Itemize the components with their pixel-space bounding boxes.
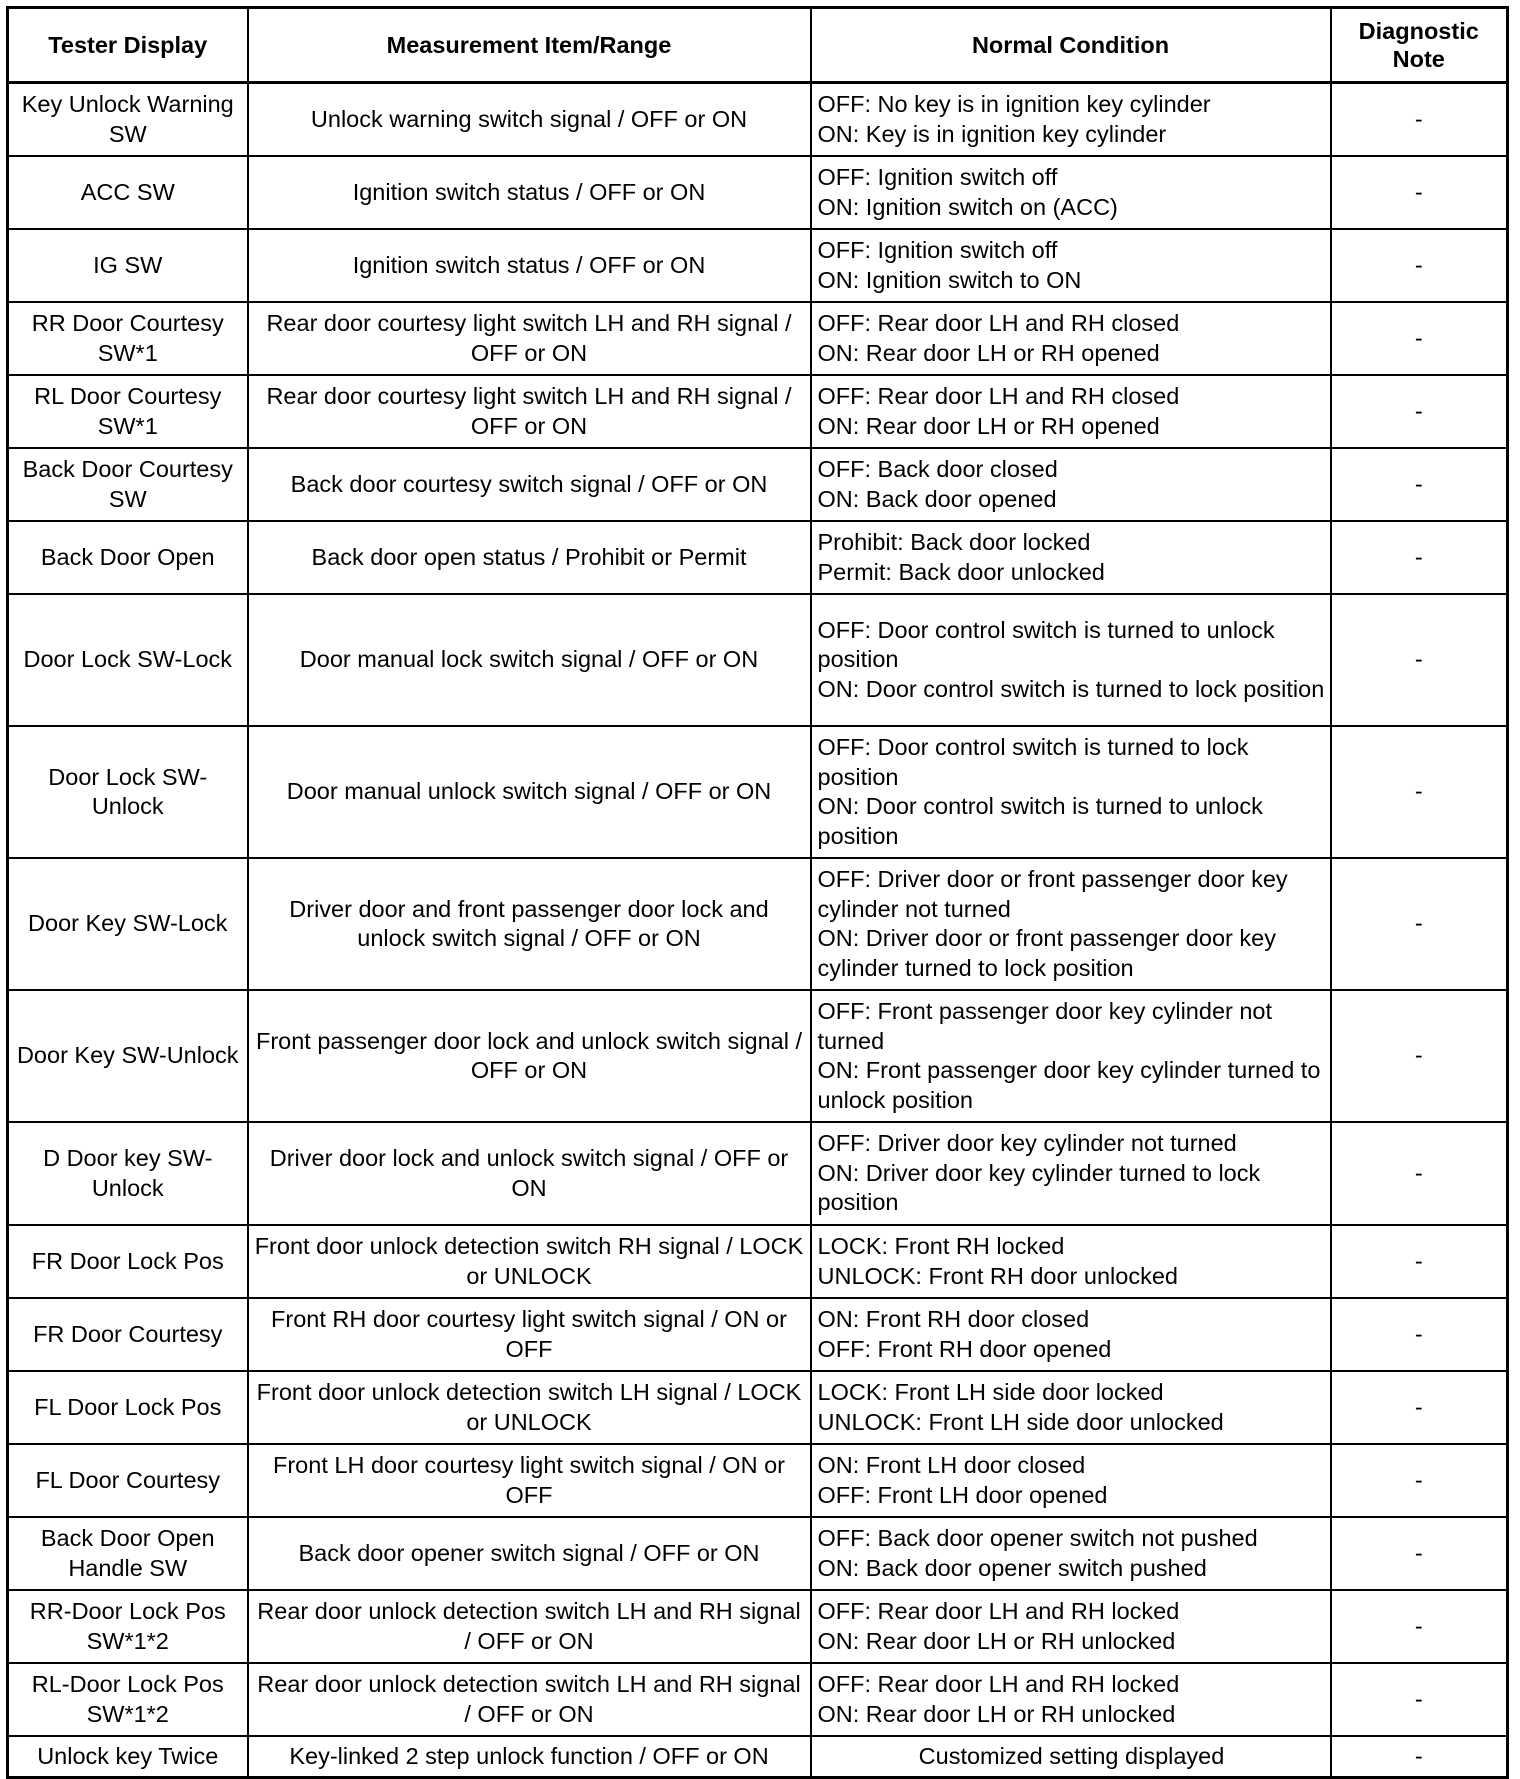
table-row [8, 156, 1508, 229]
table-row [8, 594, 1508, 726]
tester-display-cell: RR Door Courtesy SW*1 [8, 302, 248, 375]
normal-condition-cell: OFF: Back door closed ON: Back door opened [811, 448, 1331, 521]
tester-display-cell: Back Door Open Handle SW [8, 1517, 248, 1590]
measurement-cell: Back door open status / Prohibit or Permit [248, 521, 811, 594]
normal-condition-cell: OFF: Door control switch is turned to lock position ON: Door control switch is turned to unlock position [811, 726, 1331, 858]
header-measurement-item: Measurement Item/Range [248, 8, 811, 83]
normal-condition-cell: OFF: Rear door LH and RH closed ON: Rear door LH or RH opened [811, 302, 1331, 375]
normal-condition-cell: OFF: Back door opener switch not pushed ON: Back door opener switch pushed [811, 1517, 1331, 1590]
measurement-cell: Back door opener switch signal / OFF or ON [248, 1517, 811, 1590]
table-row [8, 1298, 1508, 1371]
tester-display-cell: Door Key SW-Unlock [8, 990, 248, 1122]
measurement-cell: Door manual lock switch signal / OFF or ON [248, 594, 811, 726]
measurement-cell: Front RH door courtesy light switch signal / ON or OFF [248, 1298, 811, 1371]
tester-display-cell: Back Door Courtesy SW [8, 448, 248, 521]
tester-display-cell: FL Door Lock Pos [8, 1371, 248, 1444]
table-row [8, 229, 1508, 302]
tester-display-cell: RL Door Courtesy SW*1 [8, 375, 248, 448]
header-normal-condition: Normal Condition [811, 8, 1331, 83]
diagnostic-note-cell: - [1331, 1517, 1508, 1590]
table-row [8, 990, 1508, 1122]
diagnostic-note-cell: - [1331, 1225, 1508, 1298]
header-diagnostic-note: Diagnostic Note [1331, 8, 1508, 83]
normal-condition-cell: ON: Front LH door closed OFF: Front LH door opened [811, 1444, 1331, 1517]
normal-condition-cell: OFF: Driver door key cylinder not turned ON: Driver door key cylinder turned to lock position [811, 1122, 1331, 1225]
table-row [8, 1517, 1508, 1590]
measurement-cell: Front door unlock detection switch LH signal / LOCK or UNLOCK [248, 1371, 811, 1444]
diagnostic-note-cell: - [1331, 302, 1508, 375]
table-row [8, 302, 1508, 375]
tester-display-cell: Door Lock SW-Lock [8, 594, 248, 726]
table-row [8, 448, 1508, 521]
normal-condition-cell: LOCK: Front LH side door locked UNLOCK: Front LH side door unlocked [811, 1371, 1331, 1444]
diagnostic-note-cell: - [1331, 1444, 1508, 1517]
normal-condition-cell: OFF: No key is in ignition key cylinder ON: Key is in ignition key cylinder [811, 83, 1331, 157]
normal-condition-cell: Prohibit: Back door locked Permit: Back door unlocked [811, 521, 1331, 594]
normal-condition-cell: OFF: Ignition switch off ON: Ignition switch to ON [811, 229, 1331, 302]
measurement-cell: Rear door unlock detection switch LH and RH signal / OFF or ON [248, 1590, 811, 1663]
normal-condition-cell: OFF: Front passenger door key cylinder not turned ON: Front passenger door key cylinder turned to unlock position [811, 990, 1331, 1122]
diagnostic-note-cell: - [1331, 726, 1508, 858]
diagnostic-note-cell: - [1331, 1736, 1508, 1778]
diagnostic-note-cell: - [1331, 156, 1508, 229]
tester-display-cell: Door Key SW-Lock [8, 858, 248, 990]
table-row [8, 375, 1508, 448]
normal-condition-cell: OFF: Ignition switch off ON: Ignition switch on (ACC) [811, 156, 1331, 229]
diagnostic-note-cell: - [1331, 1298, 1508, 1371]
measurement-cell: Driver door lock and unlock switch signal / OFF or ON [248, 1122, 811, 1225]
tester-display-cell: Key Unlock Warning SW [8, 83, 248, 157]
normal-condition-cell: LOCK: Front RH locked UNLOCK: Front RH door unlocked [811, 1225, 1331, 1298]
tester-display-cell: Door Lock SW-Unlock [8, 726, 248, 858]
measurement-cell: Key-linked 2 step unlock function / OFF or ON [248, 1736, 811, 1778]
diagnostic-note-cell: - [1331, 229, 1508, 302]
diagnostic-note-cell: - [1331, 1122, 1508, 1225]
measurement-cell: Front door unlock detection switch RH signal / LOCK or UNLOCK [248, 1225, 811, 1298]
table-row [8, 858, 1508, 990]
diagnostic-note-cell: - [1331, 1590, 1508, 1663]
diagnostic-note-cell: - [1331, 521, 1508, 594]
tester-display-cell: D Door key SW-Unlock [8, 1122, 248, 1225]
normal-condition-cell: OFF: Door control switch is turned to unlock position ON: Door control switch is turned to lock position [811, 594, 1331, 726]
table-row [8, 83, 1508, 157]
normal-condition-cell: Customized setting displayed [811, 1736, 1331, 1778]
diagnostic-note-cell: - [1331, 83, 1508, 157]
measurement-cell: Rear door unlock detection switch LH and RH signal / OFF or ON [248, 1663, 811, 1736]
table-header-row [8, 8, 1508, 83]
table-row [8, 1590, 1508, 1663]
diagnostic-note-cell: - [1331, 858, 1508, 990]
measurement-cell: Front passenger door lock and unlock switch signal / OFF or ON [248, 990, 811, 1122]
tester-display-cell: ACC SW [8, 156, 248, 229]
diagnostic-note-cell: - [1331, 375, 1508, 448]
tester-display-cell: Back Door Open [8, 521, 248, 594]
measurement-cell: Front LH door courtesy light switch signal / ON or OFF [248, 1444, 811, 1517]
measurement-cell: Rear door courtesy light switch LH and RH signal / OFF or ON [248, 375, 811, 448]
tester-display-cell: IG SW [8, 229, 248, 302]
table-row [8, 1444, 1508, 1517]
table-row [8, 1225, 1508, 1298]
measurement-cell: Back door courtesy switch signal / OFF or ON [248, 448, 811, 521]
header-tester-display: Tester Display [8, 8, 248, 83]
table-row [8, 1371, 1508, 1444]
table-row [8, 521, 1508, 594]
diagnostic-note-cell: - [1331, 594, 1508, 726]
diagnostic-note-cell: - [1331, 990, 1508, 1122]
normal-condition-cell: OFF: Rear door LH and RH closed ON: Rear door LH or RH opened [811, 375, 1331, 448]
tester-display-cell: FL Door Courtesy [8, 1444, 248, 1517]
tester-display-cell: FR Door Courtesy [8, 1298, 248, 1371]
diagnostic-table-container [6, 6, 1506, 1779]
measurement-cell: Door manual unlock switch signal / OFF or ON [248, 726, 811, 858]
table-row [8, 726, 1508, 858]
measurement-cell: Driver door and front passenger door lock and unlock switch signal / OFF or ON [248, 858, 811, 990]
diagnostic-note-cell: - [1331, 1663, 1508, 1736]
measurement-cell: Ignition switch status / OFF or ON [248, 156, 811, 229]
normal-condition-cell: ON: Front RH door closed OFF: Front RH door opened [811, 1298, 1331, 1371]
table-row [8, 1736, 1508, 1778]
normal-condition-cell: OFF: Driver door or front passenger door key cylinder not turned ON: Driver door or front passenger door key cylinder turned to lock position [811, 858, 1331, 990]
tester-display-cell: Unlock key Twice [8, 1736, 248, 1778]
tester-display-cell: RR-Door Lock Pos SW*1*2 [8, 1590, 248, 1663]
diagnostic-note-cell: - [1331, 1371, 1508, 1444]
tester-display-cell: FR Door Lock Pos [8, 1225, 248, 1298]
normal-condition-cell: OFF: Rear door LH and RH locked ON: Rear door LH or RH unlocked [811, 1663, 1331, 1736]
normal-condition-cell: OFF: Rear door LH and RH locked ON: Rear door LH or RH unlocked [811, 1590, 1331, 1663]
measurement-cell: Unlock warning switch signal / OFF or ON [248, 83, 811, 157]
tester-display-cell: RL-Door Lock Pos SW*1*2 [8, 1663, 248, 1736]
measurement-cell: Rear door courtesy light switch LH and RH signal / OFF or ON [248, 302, 811, 375]
measurement-cell: Ignition switch status / OFF or ON [248, 229, 811, 302]
diagnostic-note-cell: - [1331, 448, 1508, 521]
data-list-table [6, 6, 1509, 1779]
table-row [8, 1663, 1508, 1736]
table-row [8, 1122, 1508, 1225]
